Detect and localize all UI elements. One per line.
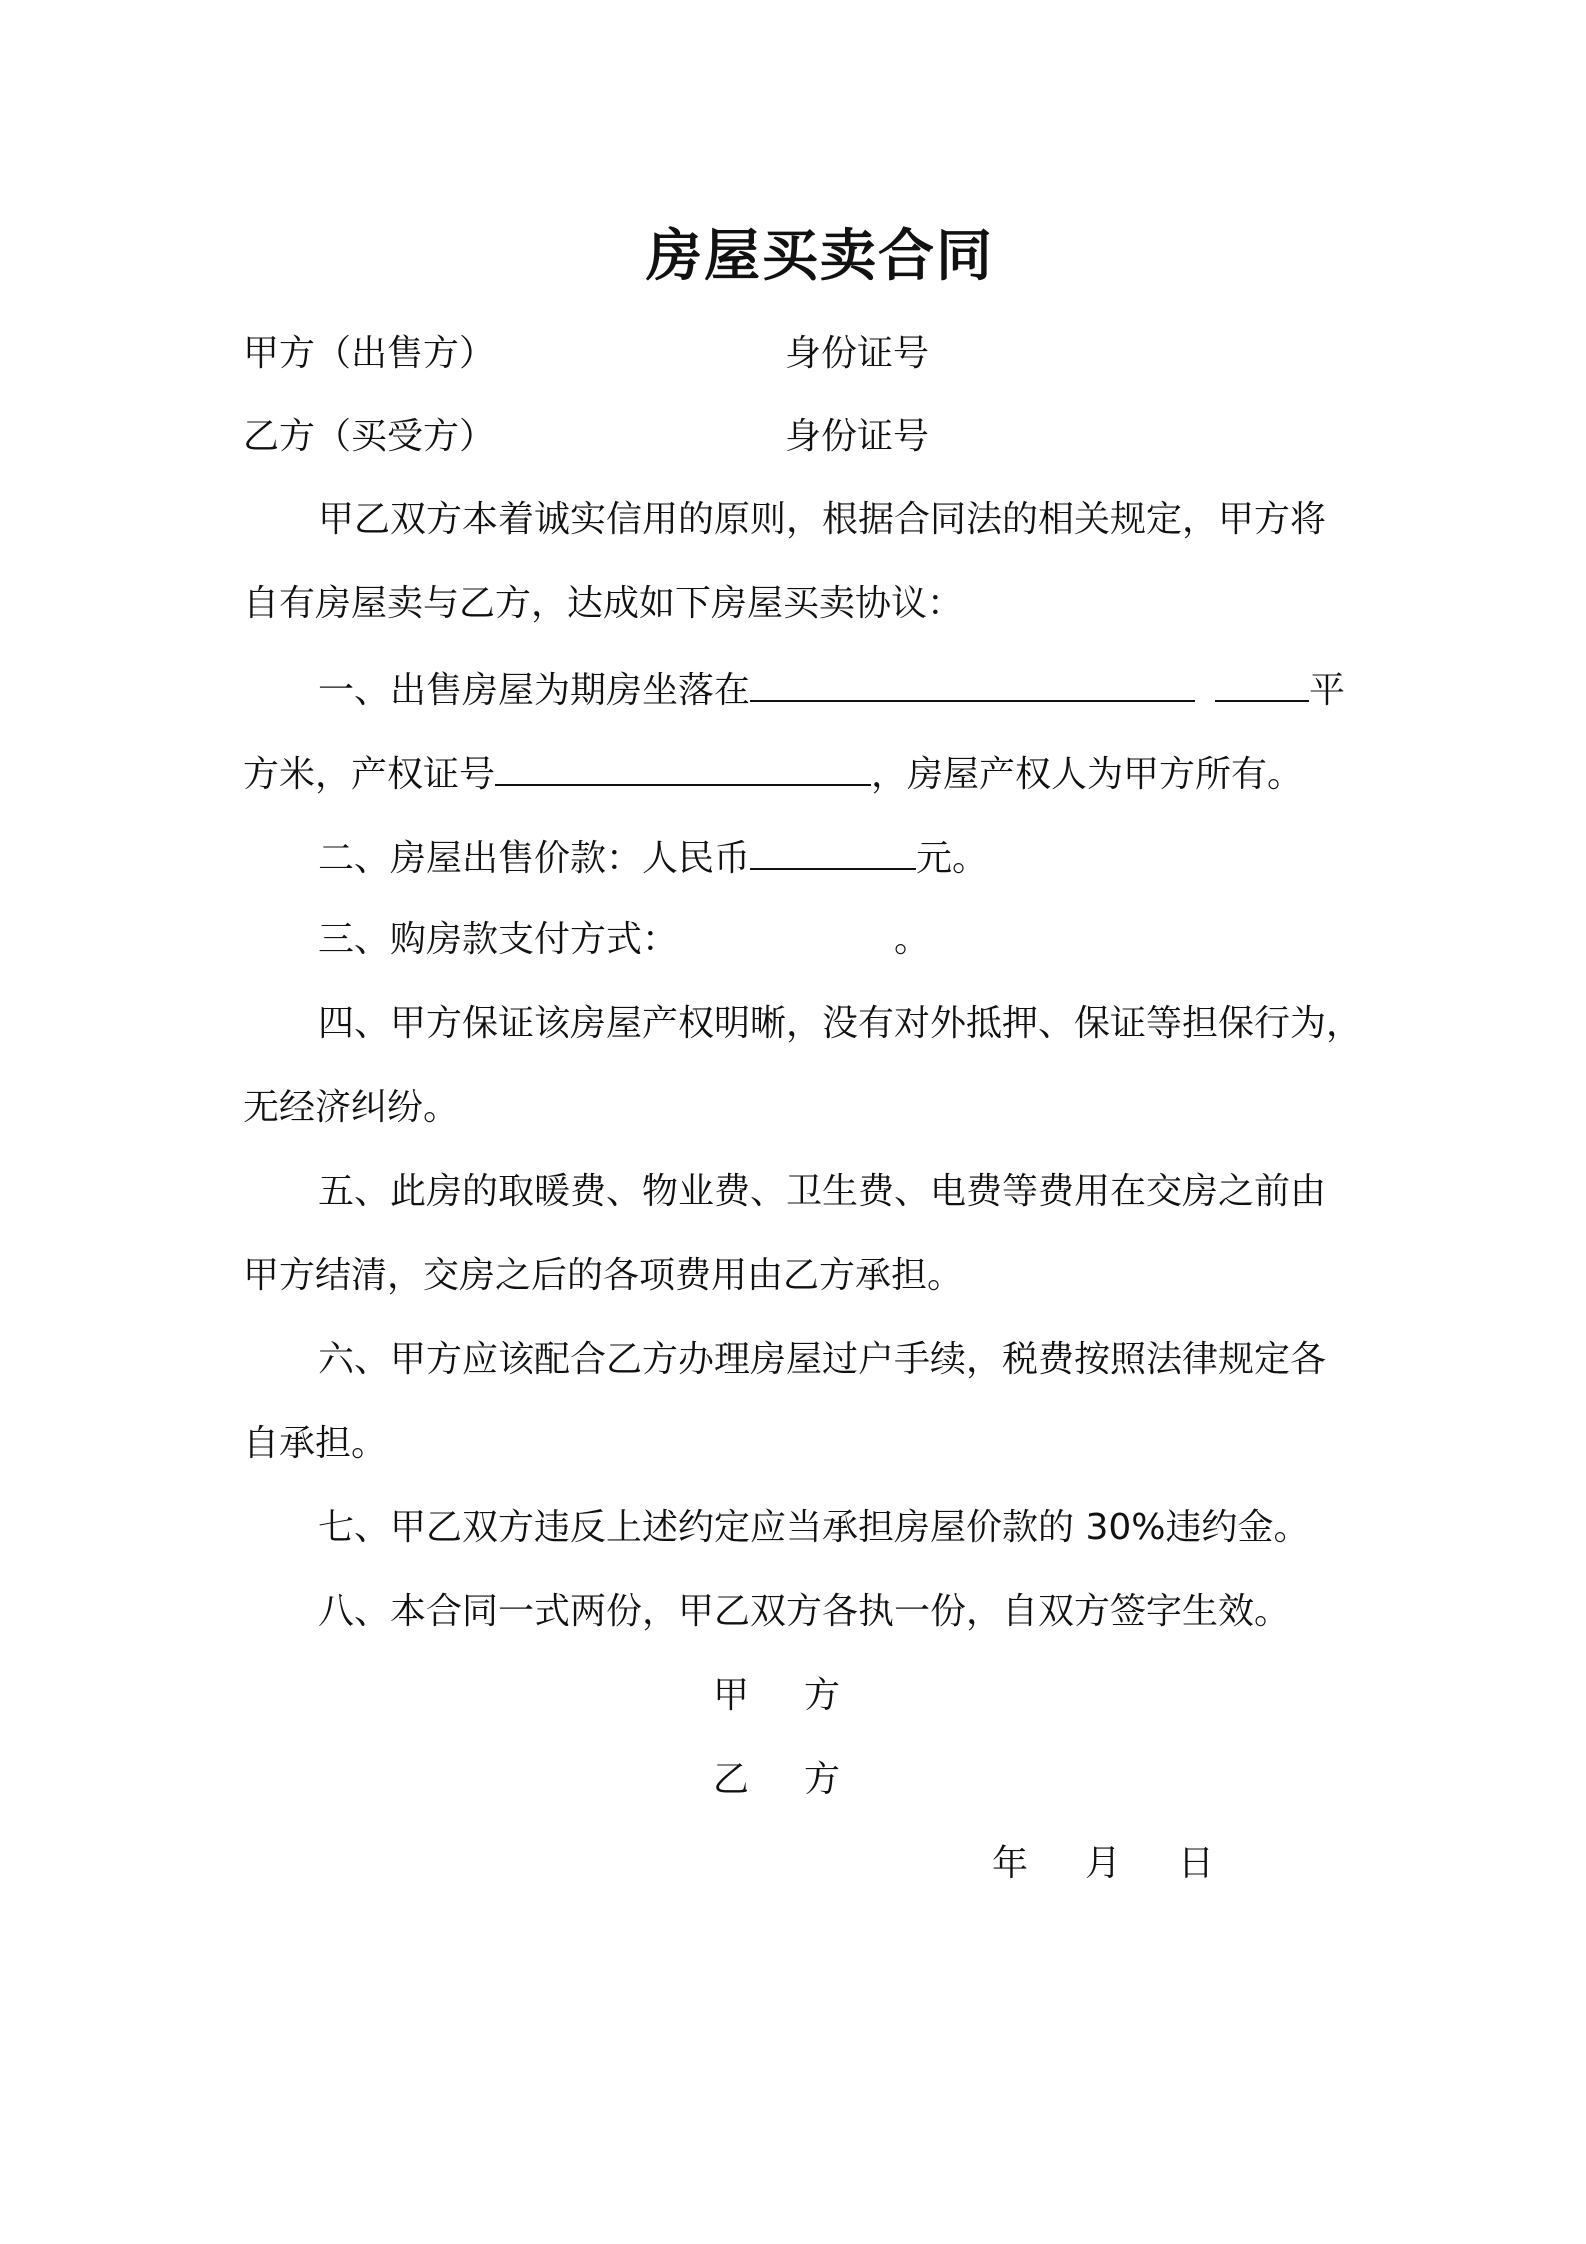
date-day: 日 <box>1178 1843 1215 1884</box>
clause-4-line-1: 四、甲方保证该房屋产权明晰，没有对外抵押、保证等担保行为， <box>318 1003 1363 1044</box>
clause-1-owner-text: ，房屋产权人为甲方所有。 <box>871 754 1304 795</box>
date-year: 年 <box>992 1843 1029 1884</box>
clause-1-area-unit: 平 <box>1309 670 1346 711</box>
price-blank <box>750 832 916 870</box>
clause-2-unit: 元。 <box>916 838 989 879</box>
clause-7: 七、甲乙双方违反上述约定应当承担房屋价款的 30%违约金。 <box>318 1507 1310 1548</box>
clause-3-label: 三、购房款支付方式： <box>318 919 679 960</box>
document-title: 房屋买卖合同 <box>646 224 994 289</box>
clause-2 <box>318 832 988 883</box>
intro-line-2: 自有房屋卖与乙方，达成如下房屋买卖协议： <box>243 583 964 624</box>
clause-5-line-1: 五、此房的取暖费、物业费、卫生费、电费等费用在交房之前由 <box>318 1171 1327 1212</box>
date-month: 月 <box>1085 1843 1122 1884</box>
clause-2-price-label: 二、房屋出售价款：人民币 <box>318 838 751 879</box>
signature-party-b-char-2: 方 <box>804 1759 841 1800</box>
area-blank <box>1215 664 1309 702</box>
clause-1-line-1 <box>318 664 1345 715</box>
signature-party-a-char-1: 甲 <box>713 1675 750 1716</box>
signature-party-a-char-2: 方 <box>804 1675 841 1716</box>
intro-line-1: 甲乙双方本着诚实信用的原则，根据合同法的相关规定，甲方将 <box>318 499 1327 540</box>
location-blank <box>750 664 1195 702</box>
clause-3-end: 。 <box>894 919 931 960</box>
clause-6-line-2: 自承担。 <box>243 1423 388 1464</box>
clause-6-line-1: 六、甲方应该配合乙方办理房屋过户手续，税费按照法律规定各 <box>318 1339 1327 1380</box>
clause-1-location-label: 一、出售房屋为期房坐落在 <box>318 670 751 711</box>
party-b-id-label: 身份证号 <box>785 416 930 457</box>
clause-1-cert-label: 方米，产权证号 <box>243 754 496 795</box>
clause-4-line-2: 无经济纠纷。 <box>243 1087 460 1128</box>
clause-5-line-2: 甲方结清，交房之后的各项费用由乙方承担。 <box>243 1255 964 1296</box>
party-b-label: 乙方（买受方） <box>243 416 496 457</box>
clause-3 <box>318 916 930 964</box>
signature-party-b-char-1: 乙 <box>713 1759 750 1800</box>
party-a-id-label: 身份证号 <box>785 333 930 374</box>
party-a-label: 甲方（出售方） <box>243 333 496 374</box>
clause-8: 八、本合同一式两份，甲乙双方各执一份，自双方签字生效。 <box>318 1591 1291 1632</box>
clause-1-line-2 <box>243 748 1303 799</box>
certificate-blank <box>495 748 871 786</box>
